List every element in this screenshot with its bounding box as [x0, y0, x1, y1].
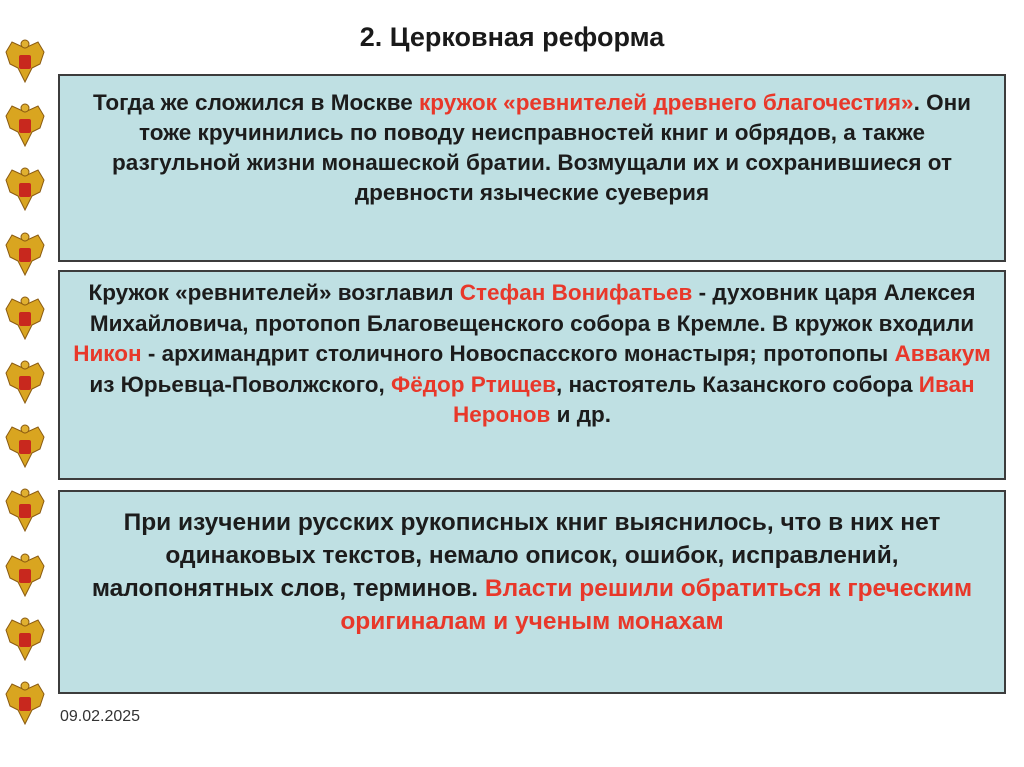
eagle-icon — [4, 616, 46, 664]
text-segment: . Они тоже кручинились по поводу неисправностей книг и обрядов, а также разгульной жизни монашеской братии. Возмущали их и сохранившиеся от древности языческие суеверия — [112, 90, 971, 205]
text-box-moscow-circle — [58, 74, 1006, 262]
eagle-icon — [4, 295, 46, 343]
text-segment: Тогда же сложился в Москве — [93, 90, 420, 115]
eagle-icon — [4, 231, 46, 279]
text-segment: - архимандрит столичного Новоспасского монастыря; протопопы — [141, 341, 895, 366]
slide-date: 09.02.2025 — [60, 708, 141, 725]
eagle-icon — [4, 552, 46, 600]
text-segment: Кружок «ревнителей» возглавил — [88, 280, 460, 305]
highlight-stefan-vonifatiev: Стефан Вонифатьев — [459, 280, 693, 305]
eagle-icon — [4, 102, 46, 150]
slide-title: 2. Церковная реформа — [359, 22, 665, 52]
highlight-circle-name: кружок «ревнителей древнего благочестия» — [419, 90, 914, 115]
highlight-ivan-neronov: Иван Неронов — [452, 371, 975, 427]
text-segment: и др. — [550, 402, 612, 427]
text-box-circle-members — [58, 270, 1006, 480]
highlight-fyodor-rtishchev: Фёдор Ртищев — [391, 371, 556, 397]
text-segment: из Юрьевца-Поволжского, — [89, 371, 392, 397]
text-segment: При изучении русских рукописных книг выяснилось, что в них нет одинаковых текстов, немало описок, ошибок, исправлений, малопонятных слов, терминов. — [91, 509, 941, 602]
eagle-icon — [4, 680, 46, 728]
highlight-nikon: Никон — [73, 341, 142, 366]
eagle-icon — [4, 423, 46, 471]
highlight-authorities-decision: Власти решили обратиться к греческим оригиналам и ученым монахам — [340, 575, 973, 635]
eagle-icon — [4, 359, 46, 407]
text-segment: - духовник царя Алексея Михайловича, протопоп Благовещенского собора в Кремле. В кружок входили — [89, 280, 976, 336]
highlight-avvakum: Аввакум — [894, 341, 991, 366]
eagle-strip — [4, 38, 50, 728]
eagle-icon — [4, 166, 46, 214]
text-box-book-study — [58, 490, 1006, 694]
text-segment: , настоятель Казанского собора — [555, 371, 919, 397]
eagle-icon — [4, 487, 46, 535]
